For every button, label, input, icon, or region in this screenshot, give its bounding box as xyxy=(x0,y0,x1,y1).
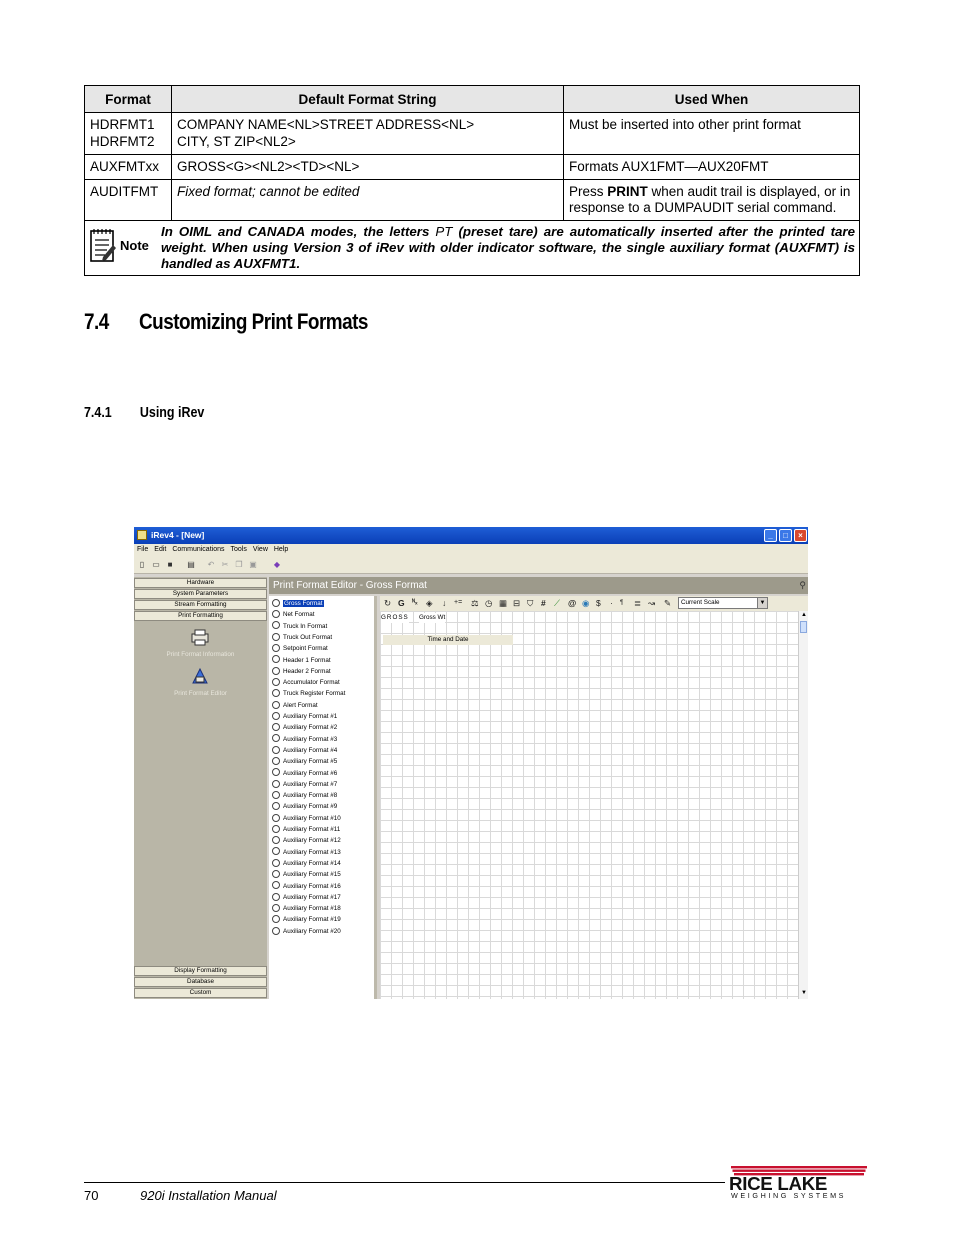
at-token-icon[interactable]: @ xyxy=(568,598,577,608)
shield-token-icon[interactable]: ⛉ xyxy=(527,598,534,608)
calendar-token-icon[interactable]: ▦ xyxy=(499,598,508,608)
format-list-item[interactable] xyxy=(269,643,328,654)
format-item-label: Auxiliary Format #10 xyxy=(283,814,341,822)
section-number: 7.4 xyxy=(84,309,109,334)
cell-used-when: Must be inserted into other print format xyxy=(564,113,860,155)
manual-title: 920i Installation Manual xyxy=(140,1188,277,1203)
nav-database[interactable]: Database xyxy=(134,977,267,987)
cell-default-string: COMPANY NAME<NL>STREET ADDRESS<NL> CITY, ST ZIP<NL2> xyxy=(172,113,564,155)
format-list-item[interactable] xyxy=(269,847,341,858)
format-list-item[interactable] xyxy=(269,700,318,711)
scale-token-icon[interactable]: ⚖ xyxy=(471,598,479,608)
menu-item[interactable]: File xyxy=(137,546,149,553)
nav-hardware[interactable]: Hardware xyxy=(134,578,267,588)
format-list-item[interactable] xyxy=(269,835,341,846)
arrow-token-icon[interactable]: ↝ xyxy=(648,598,656,608)
nav-display-formatting[interactable]: Display Formatting xyxy=(134,966,267,976)
editor-toolbar xyxy=(380,596,808,611)
table-row xyxy=(85,113,860,155)
format-item-icon xyxy=(272,689,280,697)
main-toolbar xyxy=(134,556,808,574)
menu-bar xyxy=(134,544,808,556)
rice-lake-logo xyxy=(729,1165,869,1200)
page-number: 70 xyxy=(84,1188,99,1203)
format-item-icon xyxy=(272,791,280,799)
cut-icon[interactable]: ✂ xyxy=(221,560,229,569)
format-item-icon xyxy=(272,599,280,607)
money-token-icon[interactable]: $ xyxy=(596,598,601,608)
format-list-item[interactable] xyxy=(269,801,337,812)
lines-token-icon[interactable]: ≣ xyxy=(634,598,642,608)
format-item-label: Auxiliary Format #7 xyxy=(283,780,338,788)
logo-stripe xyxy=(733,1170,866,1172)
format-list-item[interactable] xyxy=(269,722,337,733)
tare-token-icon[interactable]: += xyxy=(454,599,463,606)
col-header-used-when: Used When xyxy=(564,86,860,113)
format-item-icon xyxy=(272,825,280,833)
nav-print-formatting[interactable]: Print Formatting xyxy=(134,611,267,621)
format-list-item[interactable] xyxy=(269,892,341,903)
format-list-item[interactable] xyxy=(269,688,345,699)
format-list-item[interactable] xyxy=(269,779,337,790)
nav-system-parameters[interactable]: System Parameters xyxy=(134,589,267,599)
format-item-label: Auxiliary Format #12 xyxy=(283,837,341,845)
clock-token-icon[interactable]: ◷ xyxy=(485,598,493,608)
dot-token-icon[interactable]: · xyxy=(610,598,613,608)
format-item-label: Auxiliary Format #9 xyxy=(283,803,338,811)
scroll-up-icon[interactable]: ▲ xyxy=(801,612,807,618)
new-file-icon[interactable]: ▯ xyxy=(139,560,145,569)
gross-token-icon[interactable]: G xyxy=(398,598,405,608)
format-item-icon xyxy=(272,621,280,629)
note-text-part: In OIML and CANADA modes, the letters xyxy=(161,223,436,239)
table-header-row xyxy=(85,86,860,113)
close-icon[interactable]: × xyxy=(794,529,807,542)
format-item-icon xyxy=(272,633,280,641)
used-when-pre: Press xyxy=(569,183,608,199)
menu-item[interactable]: Communications xyxy=(172,546,225,553)
irev-screenshot xyxy=(134,527,808,999)
format-item-label: Accumulator Format xyxy=(283,679,340,687)
format-item-label: Auxiliary Format #19 xyxy=(283,916,341,924)
format-grid[interactable] xyxy=(380,611,798,999)
print-format-info-icon[interactable] xyxy=(190,628,210,646)
format-item-icon xyxy=(272,870,280,878)
logo-name: RICE LAKE xyxy=(729,1174,828,1194)
copy-icon[interactable]: ❐ xyxy=(235,560,243,569)
editor-header xyxy=(269,577,808,594)
format-list-item[interactable] xyxy=(269,745,337,756)
format-item-icon xyxy=(272,757,280,765)
format-item-icon xyxy=(272,667,280,675)
format-item-label: Auxiliary Format #2 xyxy=(283,724,338,732)
logo-subtitle: WEIGHING SYSTEMS xyxy=(731,1191,847,1200)
scale-select-value: Current Scale xyxy=(681,599,720,606)
open-folder-icon[interactable]: ▭ xyxy=(152,560,160,569)
format-item-label: Auxiliary Format #18 xyxy=(283,905,341,913)
cell-format: HDRFMT1 HDRFMT2 xyxy=(85,113,172,155)
cell-used-when: Formats AUX1FMT—AUX20FMT xyxy=(564,155,860,180)
format-item-label: Auxiliary Format #5 xyxy=(283,758,338,766)
format-item-label: Auxiliary Format #14 xyxy=(283,859,341,867)
format-list-item[interactable] xyxy=(269,914,341,925)
menu-item[interactable]: Help xyxy=(273,546,289,553)
netwt-token-icon[interactable]: ᴺₓ xyxy=(412,599,418,606)
pin-icon[interactable]: ⚲ xyxy=(799,580,806,590)
cell-default-string: Fixed format; cannot be edited xyxy=(172,179,564,220)
menu-item[interactable]: Edit xyxy=(154,546,167,553)
chart-token-icon[interactable]: ⟋ xyxy=(554,598,560,608)
format-list-item[interactable] xyxy=(269,621,327,632)
note-text xyxy=(161,223,855,272)
used-when-post: when audit trail is displayed, or in response to a DUMPAUDIT serial command. xyxy=(569,183,851,215)
format-table xyxy=(84,85,860,276)
format-editor-area xyxy=(380,596,808,999)
vertical-scrollbar[interactable] xyxy=(798,611,808,999)
format-item-icon xyxy=(272,678,280,686)
eraser-icon[interactable]: ◆ xyxy=(273,560,281,569)
scale-select[interactable] xyxy=(678,597,768,609)
save-icon[interactable]: ■ xyxy=(167,560,173,569)
nav-custom[interactable]: Custom xyxy=(134,988,267,998)
format-item-icon xyxy=(272,734,280,742)
globe-token-icon[interactable]: ◉ xyxy=(582,598,590,608)
format-item-label: Auxiliary Format #13 xyxy=(283,848,341,856)
format-item-label: Alert Format xyxy=(283,701,318,709)
grid-token-time-date[interactable]: Time and Date xyxy=(383,635,513,645)
nav-print-format-editor[interactable]: Print Format Editor xyxy=(174,690,227,697)
format-list-item[interactable] xyxy=(269,655,331,666)
format-item-icon xyxy=(272,780,280,788)
format-list-item[interactable] xyxy=(269,609,315,620)
pointer-icon[interactable]: ↻ xyxy=(384,598,392,608)
format-item-icon xyxy=(272,723,280,731)
table-row xyxy=(85,155,860,180)
logo-stripe xyxy=(731,1166,867,1168)
editor-title: Print Format Editor - Gross Format xyxy=(273,580,427,591)
format-item-label: Auxiliary Format #11 xyxy=(283,826,341,833)
scroll-down-icon[interactable]: ▼ xyxy=(801,990,807,996)
cell-used-when xyxy=(564,179,860,220)
down-arrow-token-icon[interactable]: ↓ xyxy=(442,598,447,608)
note-icon-label: Note xyxy=(120,237,149,253)
format-item-icon xyxy=(272,768,280,776)
grid-token-gross[interactable]: GROSS xyxy=(381,614,409,621)
nav-print-format-information[interactable]: Print Format Information xyxy=(166,651,235,658)
format-list-item[interactable] xyxy=(269,813,341,824)
subsection-heading xyxy=(84,405,204,421)
minimize-icon[interactable]: _ xyxy=(764,529,777,542)
section-heading xyxy=(84,309,368,335)
format-item-label: Net Format xyxy=(283,611,315,619)
format-item-icon xyxy=(272,712,280,720)
note-row xyxy=(85,220,860,275)
format-item-icon xyxy=(272,814,280,822)
format-item-icon xyxy=(272,927,280,935)
format-item-label: Auxiliary Format #8 xyxy=(283,792,338,800)
col-header-format: Format xyxy=(85,86,172,113)
format-item-label: Auxiliary Format #4 xyxy=(283,746,338,754)
format-item-icon xyxy=(272,701,280,709)
format-list-item[interactable] xyxy=(269,903,341,914)
truck-token-icon[interactable]: ⊟ xyxy=(513,598,521,608)
print-key-label: PRINT xyxy=(607,183,648,199)
grid-token-gross-wt[interactable]: Gross Wt xyxy=(419,614,446,621)
format-item-label: Truck Register Format xyxy=(283,690,346,698)
format-list-item[interactable] xyxy=(269,869,341,880)
print-icon[interactable]: ▤ xyxy=(187,560,195,569)
format-item-icon xyxy=(272,904,280,912)
format-item-label: Auxiliary Format #3 xyxy=(283,735,338,743)
format-list-item[interactable] xyxy=(269,768,337,779)
format-list-item[interactable] xyxy=(269,632,332,643)
format-item-label: Auxiliary Format #6 xyxy=(283,769,338,777)
format-item-icon xyxy=(272,802,280,810)
format-item-icon xyxy=(272,610,280,618)
format-item-label: Gross Format xyxy=(284,600,323,607)
scroll-thumb[interactable] xyxy=(800,621,807,633)
print-format-editor-icon[interactable] xyxy=(190,667,210,685)
format-item-icon xyxy=(272,836,280,844)
format-list-item[interactable] xyxy=(269,824,340,835)
nav-stream-formatting[interactable]: Stream Formatting xyxy=(134,600,267,610)
format-item-label: Truck In Format xyxy=(283,622,328,630)
format-list-item[interactable] xyxy=(269,790,337,801)
diamond-token-icon[interactable]: ◈ xyxy=(426,598,433,608)
subsection-number: 7.4.1 xyxy=(84,405,112,421)
format-item-label: Auxiliary Format #16 xyxy=(283,882,341,890)
format-item-label: Auxiliary Format #20 xyxy=(283,927,341,935)
cell-format: AUDITFMT xyxy=(85,179,172,220)
maximize-icon[interactable]: □ xyxy=(779,529,792,542)
menu-item[interactable]: View xyxy=(252,546,268,553)
format-item-label: Auxiliary Format #15 xyxy=(283,871,341,879)
section-title: Customizing Print Formats xyxy=(139,309,368,334)
format-item-label: Truck Out Format xyxy=(283,633,333,641)
format-item-label: Header 2 Format xyxy=(283,667,331,675)
format-list xyxy=(269,596,377,999)
subsection-title: Using iRev xyxy=(139,405,205,421)
format-item-icon xyxy=(272,915,280,923)
format-list-item[interactable] xyxy=(269,677,340,688)
undo-icon[interactable]: ↶ xyxy=(207,560,215,569)
format-item-label: Auxiliary Format #1 xyxy=(283,713,338,720)
format-item-icon xyxy=(272,655,280,663)
footer-rule xyxy=(84,1182,725,1183)
format-item-label: Auxiliary Format #17 xyxy=(283,893,341,901)
format-item-icon xyxy=(272,859,280,867)
table-row xyxy=(85,179,860,220)
menu-item[interactable]: Tools xyxy=(230,546,247,553)
format-list-item[interactable] xyxy=(269,926,341,937)
chevron-down-icon[interactable]: ▼ xyxy=(757,598,767,608)
window-titlebar xyxy=(134,527,808,544)
format-item-label: Setpoint Format xyxy=(283,645,328,653)
format-list-item[interactable] xyxy=(269,711,337,722)
ret-token-icon[interactable]: ¶ xyxy=(620,600,624,606)
format-item-icon xyxy=(272,644,280,652)
format-item-icon xyxy=(272,893,280,901)
left-navigation xyxy=(134,577,267,999)
cell-default-string: GROSS<G><NL2><TD><NL> xyxy=(172,155,564,180)
col-header-default-string: Default Format String xyxy=(172,86,564,113)
window-title: iRev4 - [New] xyxy=(151,530,205,540)
app-icon xyxy=(137,530,147,540)
format-list-item[interactable] xyxy=(269,598,324,609)
format-list-item[interactable] xyxy=(269,881,341,892)
format-item-icon xyxy=(272,746,280,754)
pen-token-icon[interactable]: ✎ xyxy=(664,598,672,608)
hash-token-icon[interactable]: # xyxy=(541,598,546,608)
format-list-item[interactable] xyxy=(269,666,331,677)
format-item-icon xyxy=(272,847,280,855)
note-icon xyxy=(89,225,161,265)
format-item-label: Header 1 Format xyxy=(283,656,331,664)
format-list-item[interactable] xyxy=(269,858,341,869)
format-list-item[interactable] xyxy=(269,734,337,745)
note-cell xyxy=(85,220,860,275)
format-list-item[interactable] xyxy=(269,756,337,767)
paste-icon[interactable]: ▣ xyxy=(249,560,257,569)
cell-format: AUXFMTxx xyxy=(85,155,172,180)
format-item-icon xyxy=(272,881,280,889)
note-text-pt: PT xyxy=(435,223,453,239)
note-text-part: (preset tare) are automatically inserted after the printed tare weight. When using Version 3 of iRev with older indicator software, the single auxiliary format (AUXFMT) is handled as AUXFMT1. xyxy=(161,223,855,271)
